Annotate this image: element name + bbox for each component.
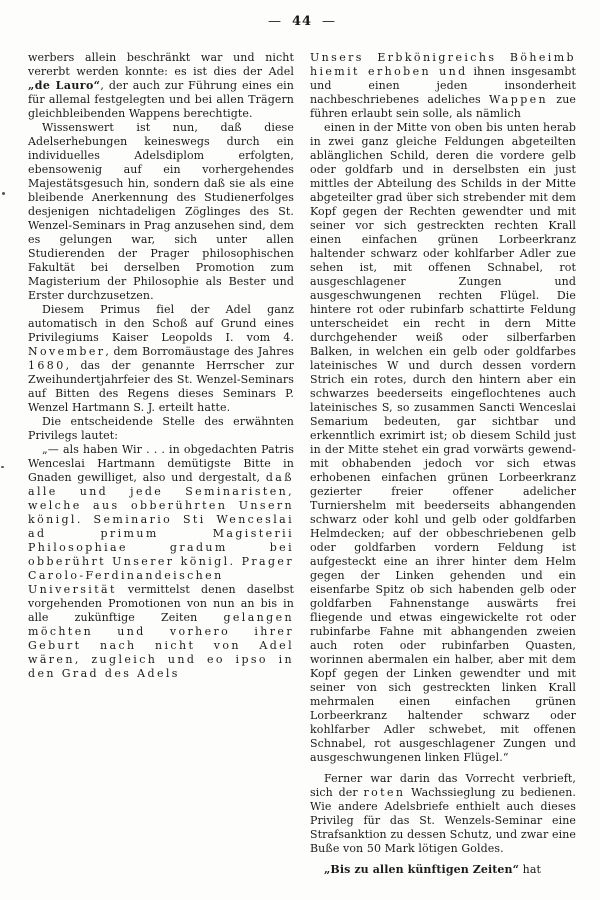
left-column — [28, 51, 294, 877]
emphasis-quote: „Bis zu allen künftigen Zeiten“ — [324, 863, 520, 876]
scan-speck — [1, 466, 4, 468]
paragraph-last-line — [310, 863, 576, 877]
text-run: werbers allein beschränkt war und nicht vererbt werden konnte: es ist dies der Adel — [28, 51, 294, 78]
page-number: 44 — [291, 14, 313, 29]
text-run: vermittelst denen daselbst vorgehenden Promotionen von nun an bis in alle zukünftige Zeiten — [28, 583, 294, 624]
text-run: , das der genannte Herrscher zur Zweihundertjahrfeier des St. Wenzel-Seminars auf Bitten des Regens dieses Seminars P. Wenzel Hartmann S. J. erteilt hatte. — [28, 359, 294, 414]
text-run: ihnen insgesambt und einen jeden insonderheit nachbeschriebenes adeliches — [310, 65, 576, 106]
emphasis-de-lauro: „de Lauro“ — [28, 79, 101, 92]
paragraph-blazon: einen in der Mitte von oben bis unten herab in zwei ganz gleiche Feldungen abgeteilten ablänglichen Schild, deren die vordere gelb oder goldfarb und in derselbsten ein just mittles der Abteilung des Schilds in der Mitte abgeteilter grad über sich strebender mit dem Kopf gegen der Rechten gewendter und mit seiner vor sich gestreckten rechten Krall einen einfachen grünen Lorbeerkranz haltender schwarz oder kohlfarber Adler zue sehen ist, mit offenen Schnabel, rot ausgeschlagener Zungen und ausgeschwungenen rechten Flügel. Die hintere rot oder rubinfarb schattirte Feldung unterscheidet ein recht in dern Mitte durchgehender weiß oder silberfarben Balken, in welchen ein gelb oder goldfarbes lateinisches W und durch dessen vordern Strich ein rotes, durch den hintern aber ein schwarzes beederseits eingeflochtenes auch lateinisches S, so zusammen Sancti Wenceslai Semarium bedeuten, gar sichtbar und erkenntlich exrimirt ist; ob diesem Schild just in der Mitte stehet ein grad vorwärts gewend- mit obhabenden jedoch vor sich etwas erhobenen einfachen grünen Lorbeerkranz gezierter freier offener adelicher Turniershelm mit beederseits abhangenden schwarz oder kohl und gelb oder goldfarben Helmdecken; auf der obbeschriebenen gelb oder goldfarben vordern Feldung ist aufgesteckt eine an ihrer hinter dem Helm gegen der Linken gehenden und ein eisenfarbe Spitz ob sich habenden gelb oder goldfarben Fahnenstange auswärts frei fliegende und etwas eingewickelte rot oder rubinfarbe Fahne mit abhangenden zweien auch roten oder rubinfarben Quasten, worinnen abermalen ein halber, aber mit dem Kopf gegen der Linken gewendter und mit seiner von sich gestreckten linken Krall mehrmalen einen einfachen grünen Lorbeerkranz haltender schwarz oder kohlfarber Adler schwebet, mit offenen Schnabel, rot ausgeschlagener Zungen und ausgeschwungenen linken Flügel.“ — [310, 121, 576, 764]
paragraph: Die entscheidende Stelle des erwähnten Privilegs lautet: — [28, 415, 294, 442]
text-run: „— als haben Wir . . . in obgedachten Patris Wenceslai Hartmann demütigste Bitte in Gnaden gewilliget, also und dergestalt, — [28, 443, 294, 484]
scan-speck — [2, 192, 5, 195]
text-run: Diesem Primus fiel der Adel ganz automatisch in den Schoß auf Grund eines Privilegiums Kaiser Leopolds I. vom 4. — [28, 303, 294, 344]
paragraph-quote — [28, 443, 294, 681]
paragraph-continuation — [310, 51, 576, 121]
text-run: , dem Borromäustage des Jahres — [105, 345, 294, 358]
text-run: Wachssieglung zu bedienen. Wie andere Adelsbriefe enthielt auch dieses Privileg für das St. Wenzels-Seminar eine Strafsanktion zu dessen Schutz, und zwar eine Buße von 50 Mark lötigen Goldes. — [310, 786, 576, 855]
spaced-run-privilege2: gelangen möchten und vorhero ihrer Geburt nach nicht von Adel wären, zugleich und eo ipso in den Grad des Adels — [28, 611, 294, 680]
page-header — [28, 14, 576, 29]
spaced-run-kingdom: Unsers Erbkönigreichs Böheimb hiemit erhoben und — [310, 51, 576, 78]
header-dash-left: — — [267, 14, 282, 29]
text-run: Ferner war darin das Vorrecht verbrieft, sich der — [310, 772, 576, 799]
spaced-run-roten: roten — [363, 786, 406, 799]
spaced-run-year: 1680 — [28, 359, 66, 372]
header-dash-right: — — [322, 14, 337, 29]
right-column — [310, 51, 576, 877]
spaced-run-november: November — [28, 345, 106, 358]
spaced-run-privilege: daß alle und jede Seminaristen, welche aus obberührten Unsern königl. Seminario Sti Wenceslai ad primum Magisterii Philosophiae gradum bei obberührt Unserer königl. Prager Carolo-Ferdinandeischen Universität — [28, 471, 294, 596]
spaced-run-wappen: Wappen — [489, 93, 549, 106]
two-column-text — [28, 51, 576, 877]
text-run: hat — [519, 863, 542, 876]
paragraph: Wissenswert ist nun, daß diese Adelserhebungen keineswegs durch ein individuelles Adelsdiplom erfolgten, ebensowenig auf ein vorhergehendes Majestätsgesuch hin, sondern daß sie als eine bleibende Anerkennung des Studienerfolges desjenigen nichtadeligen Zöglinges des St. Wenzel-Seminars in Prag anzusehen sind, dem es gelungen war, sich unter allen Studierenden der Prager philosophischen Fakultät bei derselben Promotion zum Magisterium der Philosophie als Bester und Erster durchzusetzen. — [28, 121, 294, 302]
text-run: , der auch zur Führung eines ein für allemal festgelegten und bei allen Trägern gleichbleibenden Wappens berechtigte. — [28, 79, 294, 120]
paragraph-continuation — [28, 51, 294, 121]
paragraph — [310, 772, 576, 856]
paragraph — [28, 303, 294, 415]
text-run: zue führen erlaubt sein solle, als nämlich — [310, 93, 576, 120]
